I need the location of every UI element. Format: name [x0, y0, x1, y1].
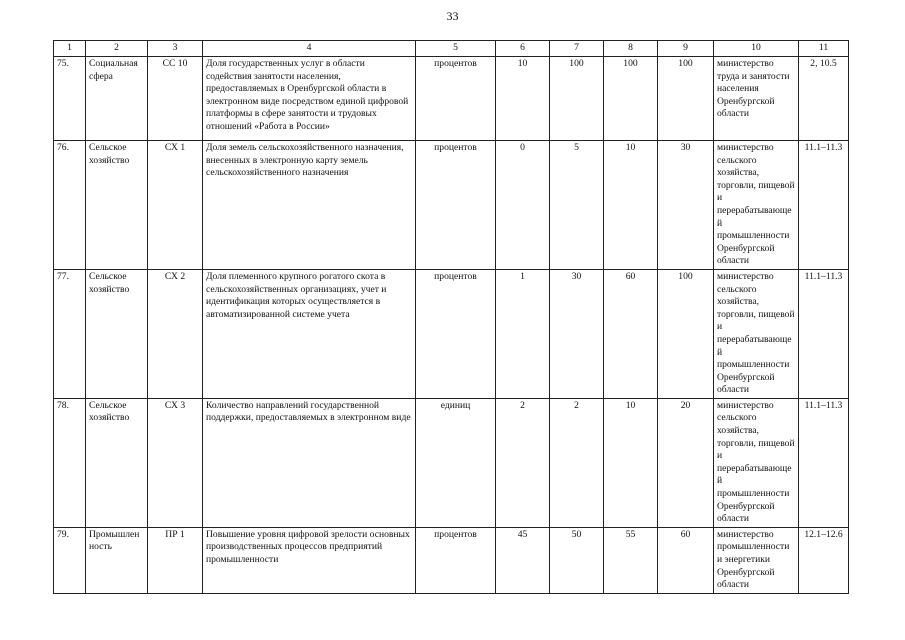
- value-cell: 60: [658, 527, 714, 593]
- column-header: 11: [799, 41, 849, 57]
- indicator-cell: Доля государственных услуг в области содействия занятости населения, предоставляемых в Оренбургской области в электронном виде посредством единой цифровой платформы в сфере занятости и трудовых отношений «Работа в России»: [203, 57, 416, 141]
- row-number-cell: 76.: [54, 141, 86, 270]
- value-cell: 0: [496, 141, 550, 270]
- responsible-cell: министерство сельского хозяйства, торговли, пищевой и перерабатывающей промышленности Оренбургской области: [714, 269, 799, 398]
- column-header: 6: [496, 41, 550, 57]
- page-number: 33: [446, 9, 459, 23]
- responsible-cell: министерство промышленности и энергетики Оренбургской области: [714, 527, 799, 593]
- table-row: [54, 527, 849, 593]
- code-cell: СХ 3: [148, 398, 203, 527]
- sphere-cell: Промышленность: [86, 527, 148, 593]
- indicator-cell: Доля племенного крупного рогатого скота в сельскохозяйственных организациях, учет и идентификация которых осуществляется в автоматизированной системе учета: [203, 269, 416, 398]
- row-number-cell: 77.: [54, 269, 86, 398]
- indicators-table: [53, 40, 849, 594]
- value-cell: 100: [658, 57, 714, 141]
- value-cell: 20: [658, 398, 714, 527]
- reference-cell: 11.1–11.3: [799, 141, 849, 270]
- code-cell: СС 10: [148, 57, 203, 141]
- sphere-cell: Сельское хозяйство: [86, 141, 148, 270]
- value-cell: 30: [550, 269, 604, 398]
- responsible-cell: министерство труда и занятости населения Оренбургской области: [714, 57, 799, 141]
- unit-cell: процентов: [416, 141, 496, 270]
- responsible-cell: министерство сельского хозяйства, торговли, пищевой и перерабатывающей промышленности Оренбургской области: [714, 398, 799, 527]
- value-cell: 100: [550, 57, 604, 141]
- value-cell: 2: [550, 398, 604, 527]
- responsible-cell: министерство сельского хозяйства, торговли, пищевой и перерабатывающей промышленности Оренбургской области: [714, 141, 799, 270]
- column-header: 8: [604, 41, 658, 57]
- indicator-cell: Количество направлений государственной поддержки, предоставляемых в электронном виде: [203, 398, 416, 527]
- value-cell: 10: [604, 398, 658, 527]
- value-cell: 10: [496, 57, 550, 141]
- column-number-row: [54, 41, 849, 57]
- row-number-cell: 79.: [54, 527, 86, 593]
- sphere-cell: Социальная сфера: [86, 57, 148, 141]
- reference-cell: 12.1–12.6: [799, 527, 849, 593]
- column-header: 10: [714, 41, 799, 57]
- table-row: [54, 57, 849, 141]
- value-cell: 10: [604, 141, 658, 270]
- unit-cell: процентов: [416, 527, 496, 593]
- code-cell: ПР 1: [148, 527, 203, 593]
- row-number-cell: 75.: [54, 57, 86, 141]
- code-cell: СХ 2: [148, 269, 203, 398]
- value-cell: 1: [496, 269, 550, 398]
- column-header: 3: [148, 41, 203, 57]
- sphere-cell: Сельское хозяйство: [86, 398, 148, 527]
- value-cell: 60: [604, 269, 658, 398]
- unit-cell: единиц: [416, 398, 496, 527]
- value-cell: 45: [496, 527, 550, 593]
- column-header: 4: [203, 41, 416, 57]
- unit-cell: процентов: [416, 57, 496, 141]
- value-cell: 100: [658, 269, 714, 398]
- value-cell: 2: [496, 398, 550, 527]
- sphere-cell: Сельское хозяйство: [86, 269, 148, 398]
- reference-cell: 11.1–11.3: [799, 398, 849, 527]
- reference-cell: 11.1–11.3: [799, 269, 849, 398]
- value-cell: 5: [550, 141, 604, 270]
- value-cell: 50: [550, 527, 604, 593]
- table-row: [54, 269, 849, 398]
- row-number-cell: 78.: [54, 398, 86, 527]
- value-cell: 100: [604, 57, 658, 141]
- column-header: 9: [658, 41, 714, 57]
- indicator-cell: Повышение уровня цифровой зрелости основных производственных процессов предприятий промышленности: [203, 527, 416, 593]
- reference-cell: 2, 10.5: [799, 57, 849, 141]
- column-header: 7: [550, 41, 604, 57]
- code-cell: СХ 1: [148, 141, 203, 270]
- indicator-cell: Доля земель сельскохозяйственного назначения, внесенных в электронную карту земель сельскохозяйственного назначения: [203, 141, 416, 270]
- column-header: 2: [86, 41, 148, 57]
- unit-cell: процентов: [416, 269, 496, 398]
- value-cell: 55: [604, 527, 658, 593]
- table-row: [54, 141, 849, 270]
- column-header: 1: [54, 41, 86, 57]
- value-cell: 30: [658, 141, 714, 270]
- column-header: 5: [416, 41, 496, 57]
- table-row: [54, 398, 849, 527]
